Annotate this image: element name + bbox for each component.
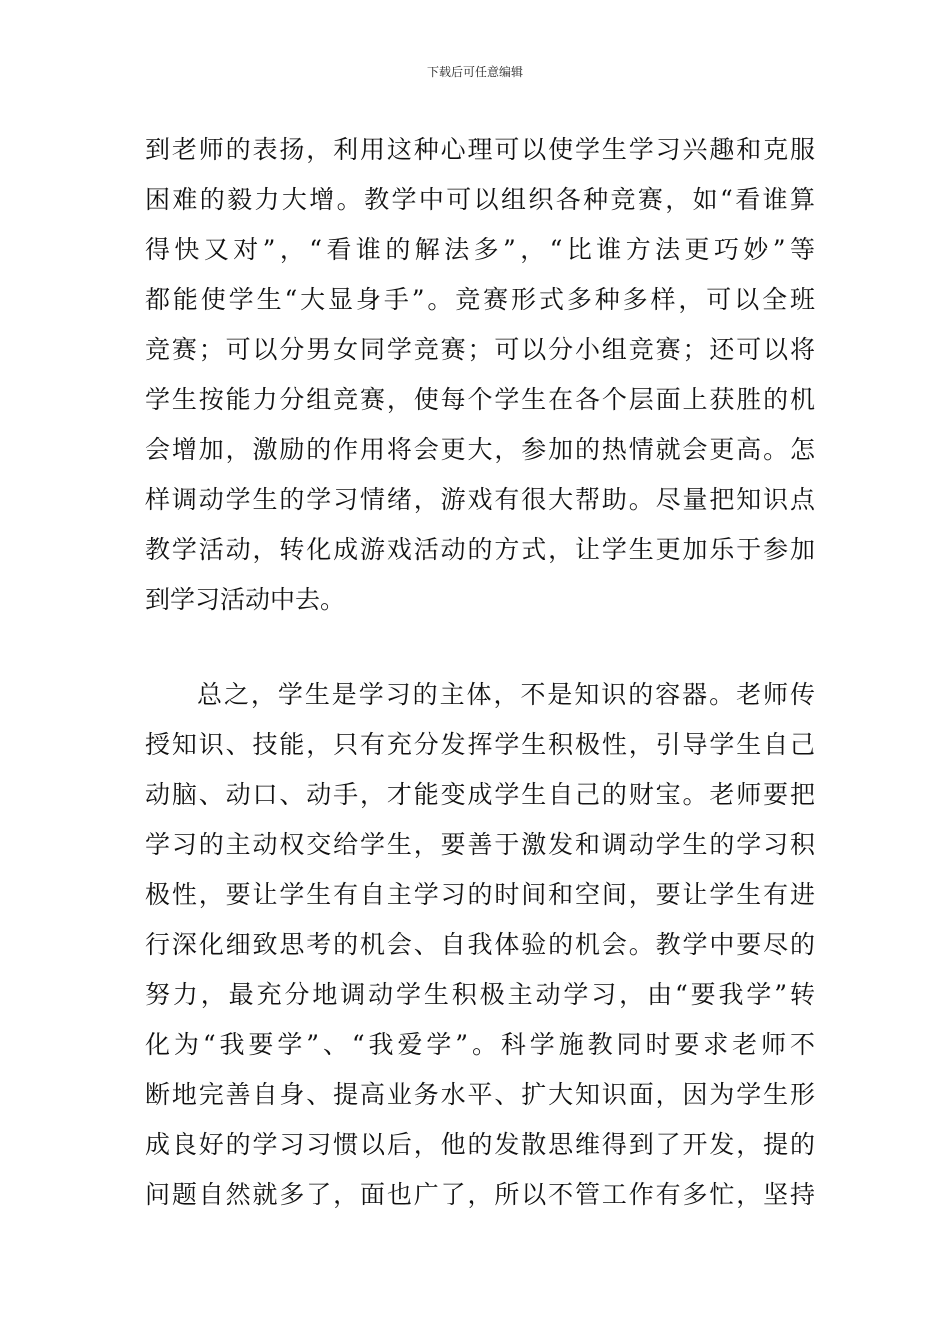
text-line: 到学习活动中去。 [145,585,346,614]
text-line: 都能使学生“大显身手”。竞赛形式多种多样，可以全班 [145,285,815,314]
page-header: 下载后可任意编辑 [426,65,523,79]
paragraph-1 [145,125,815,625]
text-line: 竞赛；可以分男女同学竞赛；可以分小组竞赛；还可以将 [145,335,815,364]
text-line: 学生按能力分组竞赛，使每个学生在各个层面上获胜的机 [145,385,815,414]
text-line: 得快又对”，“看谁的解法多”，“比谁方法更巧妙”等 [145,235,815,264]
text-line: 行深化细致思考的机会、自我体验的机会。教学中要尽的 [145,930,815,959]
text-line: 极性，要让学生有自主学习的时间和空间，要让学生有进 [145,880,815,909]
text-line: 动脑、动口、动手，才能变成学生自己的财宝。老师要把 [145,780,815,809]
paragraph-2 [145,670,815,1220]
text-line: 努力，最充分地调动学生积极主动学习，由“要我学”转 [145,980,815,1009]
text-line: 成良好的学习习惯以后，他的发散思维得到了开发，提的 [145,1130,815,1159]
text-line: 到老师的表扬，利用这种心理可以使学生学习兴趣和克服 [145,135,815,164]
text-line: 断地完善自身、提高业务水平、扩大知识面，因为学生形 [145,1080,815,1109]
text-line: 化为“我要学”、“我爱学”。科学施教同时要求老师不 [145,1030,815,1059]
text-line: 授知识、技能，只有充分发挥学生积极性，引导学生自己 [145,730,815,759]
text-line: 教学活动，转化成游戏活动的方式，让学生更加乐于参加 [145,535,815,564]
text-line: 样调动学生的学习情绪，游戏有很大帮助。尽量把知识点 [145,485,815,514]
text-line: 总之，学生是学习的主体，不是知识的容器。老师传 [197,680,815,709]
text-line: 会增加，激励的作用将会更大，参加的热情就会更高。怎 [145,435,815,464]
text-line: 学习的主动权交给学生，要善于激发和调动学生的学习积 [145,830,815,859]
text-line: 困难的毅力大增。教学中可以组织各种竞赛，如“看谁算 [145,185,815,214]
text-line: 问题自然就多了，面也广了，所以不管工作有多忙，坚持 [145,1180,815,1209]
